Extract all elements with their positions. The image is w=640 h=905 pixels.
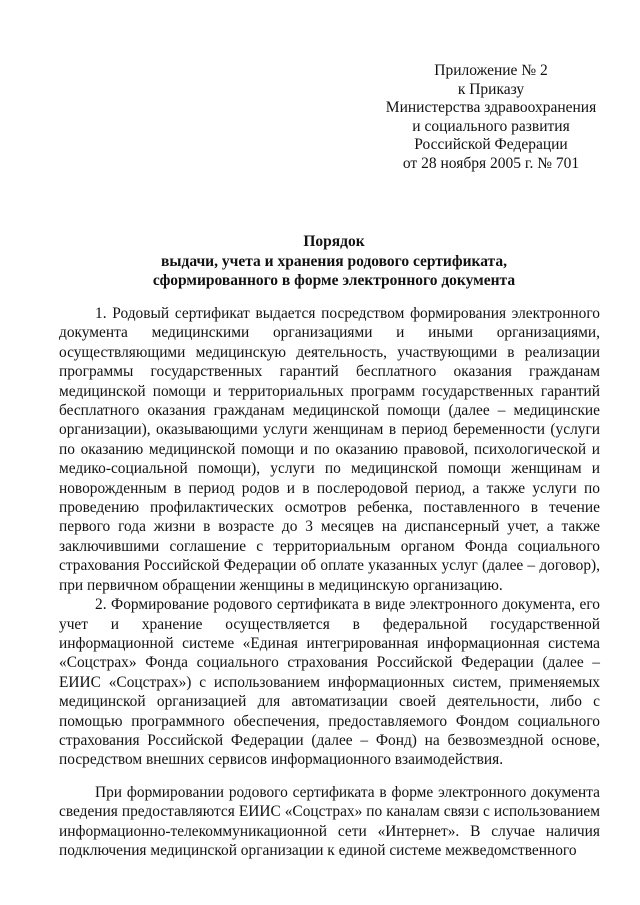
title-line-3: сформированного в форме электронного документа [152, 272, 516, 289]
appendix-number: Приложение № 2 [434, 62, 548, 79]
title-line-1: Порядок [303, 233, 365, 250]
document-body [59, 304, 600, 860]
appendix-order-ref: к Приказу [457, 80, 525, 98]
title-line-2: выдачи, учета и хранения родового сертификата, [161, 252, 507, 270]
appendix-ministry: Министерства здравоохранения [385, 99, 597, 117]
appendix-header [360, 62, 622, 174]
appendix-date: от 28 ноября 2005 г. № 701 [402, 154, 580, 172]
document-title [60, 232, 608, 291]
paragraph-3: При формировании родового сертификата в форме электронного документа сведения предоставляются ЕИИС «Соцстрах» по каналам связи с использованием информационно-телекоммуникационной сети «Интернет». В случае наличия подключения медицинской организации к единой системе межведомственного [59, 783, 600, 859]
appendix-ministry-cont: и социального развития [412, 117, 570, 135]
paragraph-1: 1. Родовый сертификат выдается посредством формирования электронного документа медицинскими организациями и иными организациями, осуществляющими медицинскую деятельность, участвующими в реализации программы государственных гарантий бесплатного оказания гражданам медицинской помощи и территориальных программ государственных гарантий бесплатного оказания гражданам медицинской помощи (далее – медицинские организации), оказывающими услуги женщинам в период беременности (услуги по оказанию медицинской помощи и по оказанию правовой, психологической и медико-социальной помощи), услуги по медицинской помощи женщинам и новорожденным в период родов и в послеродовой период, а также услуги по проведению профилактических осмотров ребенка, поставленного в течение первого года жизни в возрасте до 3 месяцев на диспансерный учет, а также заключившими соглашение с территориальным органом Фонда социального страхования Российской Федерации об оплате указанных услуг (далее – договор), при первичном обращении женщины в медицинскую организацию. [59, 305, 600, 594]
paragraph-2: 2. Формирование родового сертификата в виде электронного документа, его учет и хранение осуществляется в федеральной государственной информационной системе «Единая интегрированная информационная система «Соцстрах» Фонда социального страхования Российской Федерации (далее – ЕИИС «Соцстрах») с использованием информационных систем, применяемых медицинской организацией для автоматизации своей деятельности, либо с помощью программного обеспечения, предоставляемого Фондом социального страхования Российской Федерации (далее – Фонд) на безвозмездной основе, посредством внешних сервисов информационного взаимодействия. [59, 596, 600, 769]
appendix-country: Российской Федерации [414, 136, 568, 154]
